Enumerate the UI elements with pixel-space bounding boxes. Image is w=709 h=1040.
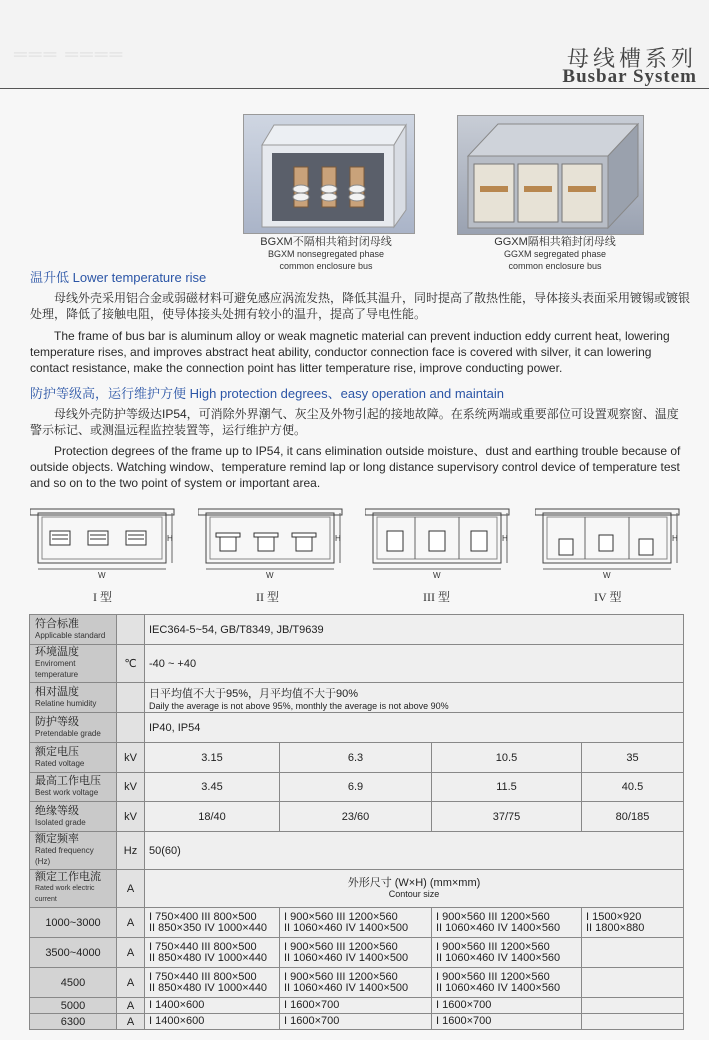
frequency-unit: Hz xyxy=(117,832,145,870)
best-voltage-2: 6.9 xyxy=(280,773,432,802)
size-cell: I 750×400 III 800×500 II 850×350 IV 1000×440 xyxy=(145,908,280,938)
insulation-1: 18/40 xyxy=(145,802,280,832)
size-cell: I 1600×700 xyxy=(280,1014,432,1030)
insulation-label: 绝缘等级 Isolated grade xyxy=(30,802,117,832)
insulation-2: 23/60 xyxy=(280,802,432,832)
type-ii-width-label: W xyxy=(266,571,274,580)
ggxm-caption xyxy=(450,236,660,272)
type-iv-label: IV 型 xyxy=(594,590,622,604)
type-ii-diagram xyxy=(198,505,348,580)
table-row xyxy=(30,773,684,802)
section-protection-heading: 防护等级高，运行维护方便 High protection degrees、easy operation and maintain xyxy=(30,386,504,401)
rated-voltage-1: 3.15 xyxy=(145,743,280,773)
current-value: 1000~3000 xyxy=(30,908,117,938)
size-cell: I 1600×700 xyxy=(432,1014,582,1030)
ggxm-caption-cn: GGXM隔相共箱封闭母线 xyxy=(494,236,616,248)
table-row xyxy=(30,683,684,713)
table-row xyxy=(30,802,684,832)
insulation-4: 80/185 xyxy=(582,802,684,832)
size-cell xyxy=(582,1014,684,1030)
current-value: 5000 xyxy=(30,998,117,1014)
header-divider xyxy=(0,88,709,89)
current-unit: A xyxy=(117,998,145,1014)
table-row xyxy=(30,645,684,683)
type-iv-diagram xyxy=(535,505,685,580)
type-i-width-label: W xyxy=(98,571,106,580)
table-row xyxy=(30,968,684,998)
bgxm-caption-en2: common enclosure bus xyxy=(279,261,373,271)
ggxm-photo xyxy=(457,115,644,235)
table-row xyxy=(30,998,684,1014)
current-unit: A xyxy=(117,938,145,968)
size-cell: I 750×440 III 800×500 II 850×480 IV 1000×440 xyxy=(145,968,280,998)
table-row xyxy=(30,832,684,870)
type-iv-height-label: H xyxy=(672,534,678,543)
section-temperature-text-cn: 母线外壳采用铝合金或弱磁材料可避免感应涡流发热，降低其温升，同时提高了散热性能，导体接头表面采用镀锡或镀银处理，降低了接触电阻，使导体接头处拥有较小的温升，提高了导电性能。 xyxy=(30,291,691,321)
contour-size-header xyxy=(145,870,684,908)
size-cell xyxy=(582,968,684,998)
current-value: 4500 xyxy=(30,968,117,998)
size-cell: I 900×560 III 1200×560 II 1060×460 IV 1400×500 xyxy=(280,968,432,998)
contour-size-cn: 外形尺寸 (W×H) (mm×mm) xyxy=(347,876,481,889)
current-unit: A xyxy=(117,968,145,998)
ggxm-caption-en1: GGXM segregated phase xyxy=(503,249,607,259)
humidity-value-cn: 日平均值不大于95%，月平均值不大于90% xyxy=(149,687,359,700)
type-i-label: I 型 xyxy=(93,590,112,604)
frequency-value: 50(60) xyxy=(145,832,684,870)
type-i-height-label: H xyxy=(167,534,173,543)
section-temperature-heading: 温升低 Lower temperature rise xyxy=(30,270,207,285)
standard-value: IEC364-5~54, GB/T8349, JB/T9639 xyxy=(145,615,684,645)
size-cell: I 1600×700 xyxy=(280,998,432,1014)
size-cell xyxy=(582,998,684,1014)
protection-label: 防护等级 Pretendable grade xyxy=(30,713,117,743)
table-row xyxy=(30,870,684,908)
env-temp-label: 环境温度 Enviroment temperature xyxy=(30,645,117,683)
size-cell: I 900×560 III 1200×560 II 1060×460 IV 1400×560 xyxy=(432,908,582,938)
best-voltage-label: 最高工作电压 Best work voltage xyxy=(30,773,117,802)
page-title-cn: 母线槽系列 xyxy=(566,47,697,72)
humidity-value-en: Daily the average is not above 95%, monthly the average is not above 90% xyxy=(149,700,449,711)
type-iv-width-label: W xyxy=(603,571,611,580)
humidity-value xyxy=(145,683,684,713)
rated-voltage-label: 额定电压 Rated voltage xyxy=(30,743,117,773)
bgxm-photo xyxy=(243,114,415,234)
env-temp-value: -40 ~ +40 xyxy=(145,645,684,683)
type-iii-label: III 型 xyxy=(423,590,450,604)
size-cell: I 1400×600 xyxy=(145,998,280,1014)
standard-unit xyxy=(117,615,145,645)
table-row xyxy=(30,713,684,743)
humidity-unit xyxy=(117,683,145,713)
frequency-label: 额定频率 Rated frequency (Hz) xyxy=(30,832,117,870)
type-ii-height-label: H xyxy=(335,534,341,543)
size-cell: I 900×560 III 1200×560 II 1060×460 IV 1400×500 xyxy=(280,938,432,968)
protection-unit xyxy=(117,713,145,743)
current-value: 3500~4000 xyxy=(30,938,117,968)
type-iii-width-label: W xyxy=(433,571,441,580)
table-row xyxy=(30,743,684,773)
insulation-unit: kV xyxy=(117,802,145,832)
contour-size-en: Contour size xyxy=(388,888,440,899)
standard-label: 符合标准 Applicable standard xyxy=(30,615,117,645)
bgxm-caption-en1: BGXM nonsegregated phase xyxy=(267,249,385,259)
type-ii-label: II 型 xyxy=(256,590,279,604)
section-protection-text-cn: 母线外壳防护等级达IP54，可消除外界潮气、灰尘及外物引起的接地故障。在系统两端或重要部位可设置观察窗、温度警示标记、或测温远程监控装置等，运行维护方便。 xyxy=(30,407,679,437)
size-cell: I 900×560 III 1200×560 II 1060×460 IV 1400×500 xyxy=(280,908,432,938)
rated-voltage-3: 10.5 xyxy=(432,743,582,773)
table-row xyxy=(30,908,684,938)
type-i-diagram xyxy=(30,505,180,580)
section-temperature-text-en: The frame of bus bar is aluminum alloy or weak magnetic material can prevent induction eddy current heat, lowering temperature rises, and improves abstract heat ability, conductor connection face is covered with silver, it can lowering contact resistance, make the connection point has litter temperature rise, improve conducting power. xyxy=(30,329,670,375)
table-row xyxy=(30,1014,684,1030)
best-voltage-1: 3.45 xyxy=(145,773,280,802)
section-protection-text-en: Protection degrees of the frame up to IP54, it cans elimination outside moisture、dust and earthing trouble because of outside objects. Watching window、temperature remind lap or long distance supervisory control device of temperature test and so on to the two point of system or important area. xyxy=(30,444,681,490)
size-cell xyxy=(582,938,684,968)
type-iii-diagram xyxy=(365,505,515,580)
current-unit: A xyxy=(117,1014,145,1030)
table-row xyxy=(30,938,684,968)
size-cell: I 900×560 III 1200×560 II 1060×460 IV 1400×560 xyxy=(432,938,582,968)
bgxm-caption xyxy=(226,236,426,272)
bgxm-caption-cn: BGXM不隔相共箱封闭母线 xyxy=(260,236,392,248)
protection-value: IP40, IP54 xyxy=(145,713,684,743)
rated-voltage-4: 35 xyxy=(582,743,684,773)
table-row xyxy=(30,615,684,645)
current-header-label: 额定工作电流 Rated work electric current xyxy=(30,870,117,908)
rated-voltage-2: 6.3 xyxy=(280,743,432,773)
insulation-3: 37/75 xyxy=(432,802,582,832)
best-voltage-unit: kV xyxy=(117,773,145,802)
rated-voltage-unit: kV xyxy=(117,743,145,773)
size-cell: I 1600×700 xyxy=(432,998,582,1014)
best-voltage-3: 11.5 xyxy=(432,773,582,802)
humidity-label: 相对温度 Relatine humidity xyxy=(30,683,117,713)
ggxm-caption-en2: common enclosure bus xyxy=(508,261,602,271)
size-cell: I 1400×600 xyxy=(145,1014,280,1030)
size-cell: I 900×560 III 1200×560 II 1060×460 IV 1400×560 xyxy=(432,968,582,998)
current-header-unit: A xyxy=(117,870,145,908)
spec-table xyxy=(29,614,684,1030)
size-cell: I 1500×920 II 1800×880 xyxy=(582,908,684,938)
current-value: 6300 xyxy=(30,1014,117,1030)
best-voltage-4: 40.5 xyxy=(582,773,684,802)
size-cell: I 750×440 III 800×500 II 850×480 IV 1000×440 xyxy=(145,938,280,968)
type-iii-height-label: H xyxy=(502,534,508,543)
env-temp-unit: ℃ xyxy=(117,645,145,683)
page-title-en: Busbar System xyxy=(562,66,697,87)
header-watermark-decoration: ═══ ════ xyxy=(14,44,125,64)
current-unit: A xyxy=(117,908,145,938)
